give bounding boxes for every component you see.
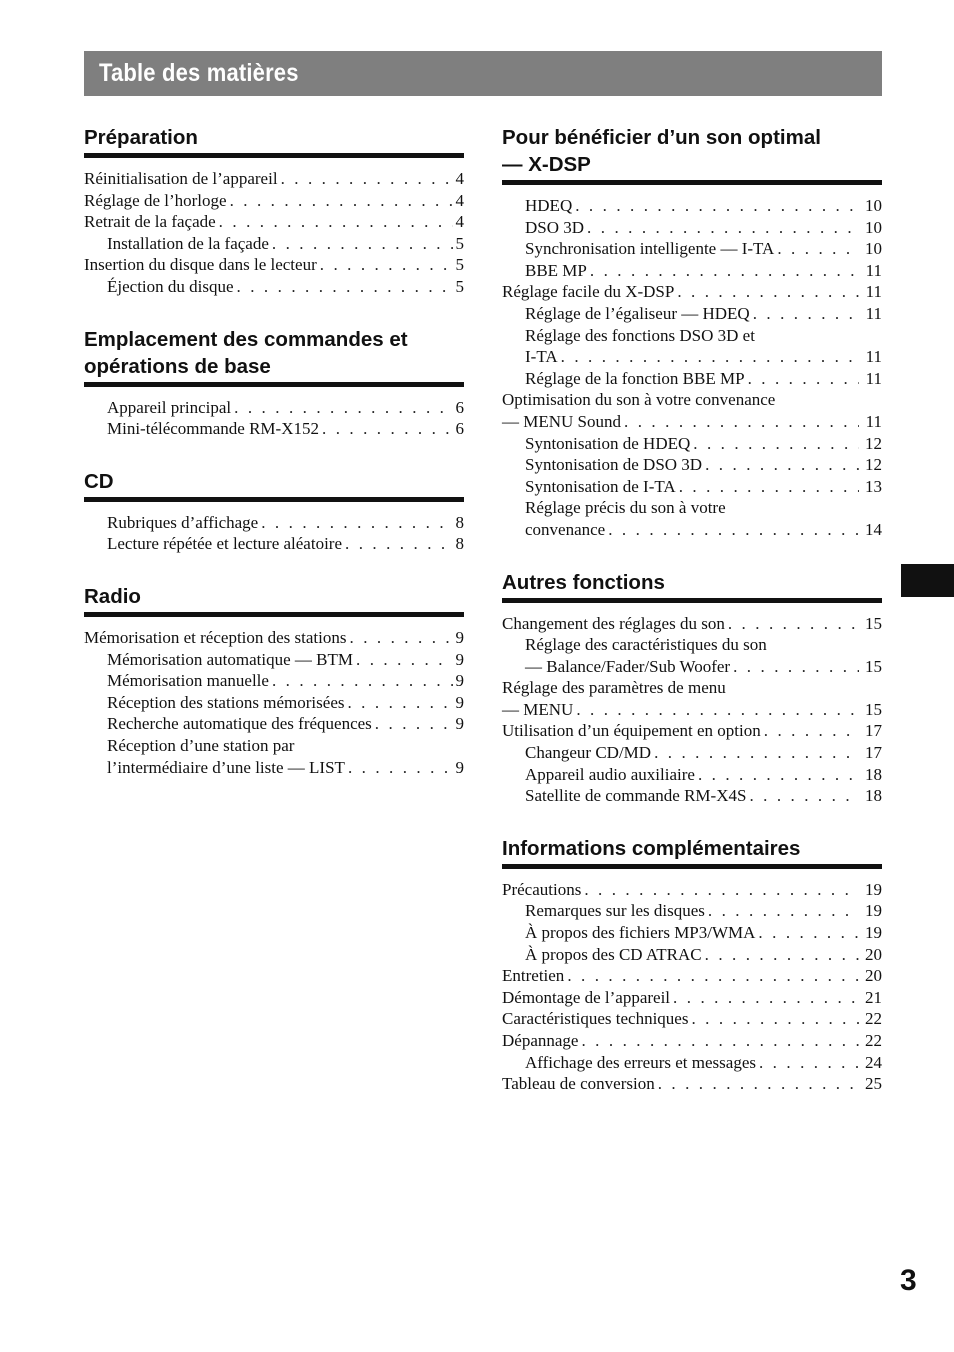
toc-entry-page: 11: [865, 282, 882, 302]
dot-leader: [348, 757, 453, 779]
toc-entry: [84, 276, 464, 298]
toc-entry: [84, 512, 464, 534]
toc-entry: [502, 1008, 882, 1030]
toc-entry-page: 6: [455, 419, 464, 439]
dot-leader: [347, 692, 452, 714]
toc-entry: [502, 195, 882, 217]
toc-entry-label: Changement des réglages du son: [502, 613, 725, 633]
toc-entry: [502, 742, 882, 764]
dot-leader: [764, 720, 859, 742]
toc-entry-label: DSO 3D: [525, 217, 585, 237]
dot-leader: [691, 1008, 859, 1030]
chapter-tab-marker: [901, 564, 954, 597]
toc-entry-page: 5: [455, 276, 464, 296]
dot-leader: [320, 254, 453, 276]
toc-entry: [502, 944, 882, 966]
toc-entries: [84, 387, 464, 440]
dot-leader: [581, 1030, 859, 1052]
toc-entry-first-line: Réglage précis du son à votre: [525, 498, 726, 518]
dot-leader: [587, 217, 859, 239]
toc-entry: [502, 900, 882, 922]
toc-entry-label: l’intermédiaire d’une liste — LIST: [107, 757, 345, 777]
toc-entry-page: 22: [865, 1031, 882, 1050]
section-heading-line: Autres fonctions: [502, 570, 665, 594]
toc-entry: [84, 713, 464, 735]
toc-entry: [502, 368, 882, 390]
toc-entry-page: 20: [865, 944, 882, 964]
toc-title-bar: [84, 51, 882, 96]
toc-entry: [84, 670, 464, 692]
toc-entry-label: Réglage de la fonction BBE MP: [525, 368, 745, 388]
toc-entry-first-line: Réception d’une station par: [107, 735, 295, 755]
toc-entry-label: Retrait de la façade: [84, 212, 216, 232]
dot-leader: [219, 211, 453, 233]
dot-leader: [567, 965, 859, 987]
toc-entry: [84, 168, 464, 190]
toc-section: [502, 124, 882, 541]
dot-leader: [749, 785, 859, 807]
toc-entry: [502, 965, 882, 987]
toc-section: [84, 583, 464, 778]
toc-entry-label: Satellite de commande RM-X4S: [525, 786, 747, 806]
dot-leader: [753, 303, 859, 325]
dot-leader: [322, 418, 453, 440]
toc-entry-page: 9: [455, 649, 464, 669]
toc-entry: [84, 649, 464, 671]
toc-entry-first-line: Réglage des caractéristiques du son: [525, 635, 767, 655]
toc-section: [84, 326, 464, 440]
toc-entry-page: 12: [865, 433, 882, 453]
toc-entry-page: 21: [865, 987, 882, 1007]
dot-leader: [777, 238, 859, 260]
dot-leader: [748, 368, 859, 390]
section-heading-line: Préparation: [84, 126, 198, 149]
toc-entry-label: BBE MP: [525, 260, 587, 280]
toc-entry: [502, 281, 882, 303]
toc-entry-page: 22: [865, 1009, 882, 1029]
toc-entry-page: 5: [455, 255, 464, 275]
section-heading: [84, 124, 464, 158]
toc-entry: [502, 613, 882, 635]
toc-entry-page: 15: [865, 699, 882, 719]
toc-entry: [502, 519, 882, 541]
dot-leader: [281, 168, 453, 190]
toc-entry-page: 9: [455, 692, 464, 712]
dot-leader: [654, 742, 859, 764]
toc-entry-label: Éjection du disque: [107, 276, 234, 296]
toc-entry-label: Caractéristiques techniques: [502, 1009, 689, 1029]
toc-entry: [502, 1030, 882, 1052]
toc-entry-page: 17: [865, 721, 882, 741]
toc-entry-label: Tableau de conversion: [502, 1074, 655, 1094]
toc-entry-label: Mini-télécommande RM-X152: [107, 419, 319, 439]
section-heading-line: opérations de base: [84, 354, 271, 378]
toc-entry-page: 25: [865, 1074, 882, 1094]
dot-leader: [758, 922, 859, 944]
dot-leader: [350, 627, 453, 649]
toc-entry-label: Installation de la façade: [107, 233, 269, 253]
toc-entry: [502, 987, 882, 1009]
toc-entry-page: 18: [865, 764, 882, 784]
toc-entry: [502, 764, 882, 786]
dot-leader: [356, 649, 453, 671]
toc-section: [502, 569, 882, 807]
dot-leader: [693, 433, 859, 455]
toc-entry-page: 19: [865, 923, 882, 943]
toc-entry-label: Mémorisation et réception des stations: [84, 627, 347, 647]
toc-entry: [502, 433, 882, 455]
toc-entry-label: Remarques sur les disques: [525, 901, 705, 921]
toc-entry-label: — Balance/Fader/Sub Woofer: [525, 656, 731, 676]
dot-leader: [576, 699, 859, 721]
toc-entry-label: Appareil principal: [107, 397, 232, 417]
dot-leader: [705, 454, 859, 476]
toc-entry-page: 11: [865, 411, 882, 431]
toc-entry: [502, 238, 882, 260]
toc-entry-page: 11: [865, 260, 882, 280]
toc-entry-label: Réception des stations mémorisées: [107, 692, 345, 712]
toc-entry-first-line: Optimisation du son à votre convenance: [502, 390, 776, 410]
toc-entry: [502, 1073, 882, 1095]
toc-entry: [502, 922, 882, 944]
toc-entry-label: I-TA: [525, 347, 558, 367]
toc-entry-page: 9: [455, 757, 464, 777]
toc-entry-page: 15: [865, 656, 882, 676]
dot-leader: [561, 346, 859, 368]
toc-entry: [84, 233, 464, 255]
toc-entry-page: 20: [865, 966, 882, 986]
toc-entry-page: 5: [455, 233, 464, 253]
toc-entry: [502, 411, 882, 433]
toc-entry-page: 4: [455, 169, 464, 188]
toc-entry-page: 9: [455, 627, 464, 647]
dot-leader: [261, 512, 452, 534]
toc-entry-label: convenance: [525, 519, 606, 539]
dot-leader: [375, 713, 453, 735]
dot-leader: [677, 281, 859, 303]
toc-entry-label: Réglage de l’horloge: [84, 190, 227, 210]
toc-entries: [502, 869, 882, 1095]
toc-entry-label: Rubriques d’affichage: [107, 512, 259, 532]
section-heading: [84, 326, 464, 387]
toc-entry: [84, 757, 464, 779]
toc-left-column: [84, 124, 464, 778]
dot-leader: [584, 879, 859, 901]
toc-entry-page: 9: [455, 714, 464, 734]
toc-entry-label: Syntonisation de DSO 3D: [525, 455, 703, 475]
toc-entry-label: Réinitialisation de l’appareil: [84, 169, 278, 188]
toc-section: [84, 468, 464, 555]
dot-leader: [698, 764, 859, 786]
toc-entry: [84, 627, 464, 649]
toc-entry-label: Syntonisation de HDEQ: [525, 433, 691, 453]
toc-right-column: [502, 124, 882, 1095]
toc-entry-page: 13: [865, 476, 882, 496]
toc-entry-page: 18: [865, 786, 882, 806]
toc-entry: [502, 303, 882, 325]
dot-leader: [679, 476, 859, 498]
toc-entries: [84, 617, 464, 778]
section-heading: [502, 569, 882, 603]
dot-leader: [708, 900, 859, 922]
section-gap: [84, 298, 464, 326]
dot-leader: [590, 260, 859, 282]
toc-entry: [84, 254, 464, 276]
toc-entry-page: 8: [455, 512, 464, 532]
toc-entry-label: Lecture répétée et lecture aléatoire: [107, 534, 342, 554]
section-heading: [502, 835, 882, 869]
toc-entries: [84, 502, 464, 555]
toc-entry: [502, 346, 882, 368]
dot-leader: [673, 987, 859, 1009]
toc-entry-label: À propos des CD ATRAC: [525, 944, 702, 964]
toc-entry: [84, 190, 464, 212]
dot-leader: [624, 411, 859, 433]
toc-entry-label: Mémorisation manuelle: [107, 671, 269, 691]
toc-entry-label: Dépannage: [502, 1031, 579, 1050]
dot-leader: [705, 944, 859, 966]
section-heading-line: — X-DSP: [502, 153, 591, 176]
toc-entry-label: Réglage de l’égaliseur — HDEQ: [525, 303, 750, 323]
toc-entry: [84, 211, 464, 233]
page-number: 3: [900, 1264, 917, 1297]
dot-leader: [759, 1052, 859, 1074]
toc-entry: [84, 418, 464, 440]
toc-entry-page: 11: [865, 347, 882, 367]
toc-entry-page: 4: [455, 212, 464, 232]
toc-entry-label: Démontage de l’appareil: [502, 987, 671, 1007]
toc-entry-page: 9: [455, 671, 464, 691]
dot-leader: [608, 519, 859, 541]
toc-entry: [502, 879, 882, 901]
toc-entry-label: Insertion du disque dans le lecteur: [84, 255, 317, 275]
toc-entry-label: Synchronisation intelligente — I-TA: [525, 239, 775, 259]
section-heading: [84, 583, 464, 617]
section-heading-line: Emplacement des commandes et: [84, 327, 408, 351]
toc-entry-label: Recherche automatique des fréquences: [107, 714, 372, 734]
toc-entry-page: 4: [455, 190, 464, 210]
toc-entry-label: — MENU: [502, 699, 574, 719]
toc-entry-page: 10: [865, 239, 882, 259]
dot-leader: [575, 195, 859, 217]
toc-entry-label: HDEQ: [525, 196, 573, 215]
toc-entry-label: Précautions: [502, 879, 582, 899]
toc-entry-page: 10: [865, 196, 882, 215]
dot-leader: [230, 190, 453, 212]
toc-entry-page: 11: [865, 303, 882, 323]
section-gap: [502, 541, 882, 569]
toc-entry: [502, 260, 882, 282]
section-heading-line: CD: [84, 469, 114, 493]
toc-entries: [502, 185, 882, 541]
toc-entry-page: 10: [865, 217, 882, 237]
toc-entry: [84, 692, 464, 714]
toc-entry: [502, 1052, 882, 1074]
toc-section: [84, 124, 464, 298]
toc-title: Table des matières: [99, 59, 299, 87]
toc-entry-label: Mémorisation automatique — BTM: [107, 649, 353, 669]
section-gap: [84, 555, 464, 583]
toc-entry-label: À propos des fichiers MP3/WMA: [525, 923, 756, 943]
section-heading: [84, 468, 464, 502]
toc-entry: [502, 720, 882, 742]
toc-entry-first-line: Réglage des fonctions DSO 3D et: [525, 325, 755, 345]
toc-entry-label: Affichage des erreurs et messages: [525, 1052, 756, 1072]
dot-leader: [272, 670, 453, 692]
toc-entry-page: 12: [865, 455, 882, 475]
toc-entry-label: Syntonisation de I-TA: [525, 476, 676, 496]
section-heading-line: Radio: [84, 584, 141, 608]
toc-entry-page: 24: [865, 1052, 882, 1072]
toc-entry-page: 8: [455, 534, 464, 554]
toc-entry-page: 14: [865, 519, 882, 539]
toc-entry-label: — MENU Sound: [502, 411, 622, 431]
dot-leader: [234, 397, 452, 419]
toc-entry: [84, 397, 464, 419]
toc-entry: [502, 656, 882, 678]
toc-entry-first-line: Réglage des paramètres de menu: [502, 678, 726, 698]
toc-entries: [84, 158, 464, 298]
toc-entry-page: 6: [455, 397, 464, 417]
toc-entry: [502, 217, 882, 239]
dot-leader: [658, 1073, 859, 1095]
toc-entry-label: Utilisation d’un équipement en option: [502, 721, 761, 741]
toc-entry-label: Réglage facile du X-DSP: [502, 282, 675, 302]
toc-section: [502, 835, 882, 1095]
toc-entry-label: Appareil audio auxiliaire: [525, 764, 695, 784]
toc-entry-label: Entretien: [502, 966, 565, 986]
toc-entry: [502, 476, 882, 498]
toc-entry: [502, 785, 882, 807]
dot-leader: [728, 613, 859, 635]
dot-leader: [272, 233, 453, 255]
toc-entry: [502, 454, 882, 476]
dot-leader: [733, 656, 859, 678]
toc-entry-page: 17: [865, 743, 882, 763]
dot-leader: [237, 276, 453, 298]
section-gap: [502, 807, 882, 835]
toc-entry-page: 19: [865, 879, 882, 899]
toc-entry-page: 19: [865, 901, 882, 921]
toc-entry-page: 11: [865, 368, 882, 388]
toc-entry: [84, 533, 464, 555]
toc-entry-label: Changeur CD/MD: [525, 743, 652, 763]
toc-entry: [502, 699, 882, 721]
toc-entries: [502, 603, 882, 807]
section-heading-line: Informations complémentaires: [502, 836, 801, 860]
section-heading-line: Pour bénéficier d’un son optimal: [502, 126, 821, 149]
section-heading: [502, 124, 882, 185]
section-gap: [84, 440, 464, 468]
dot-leader: [345, 533, 453, 555]
toc-entry-page: 15: [865, 613, 882, 633]
